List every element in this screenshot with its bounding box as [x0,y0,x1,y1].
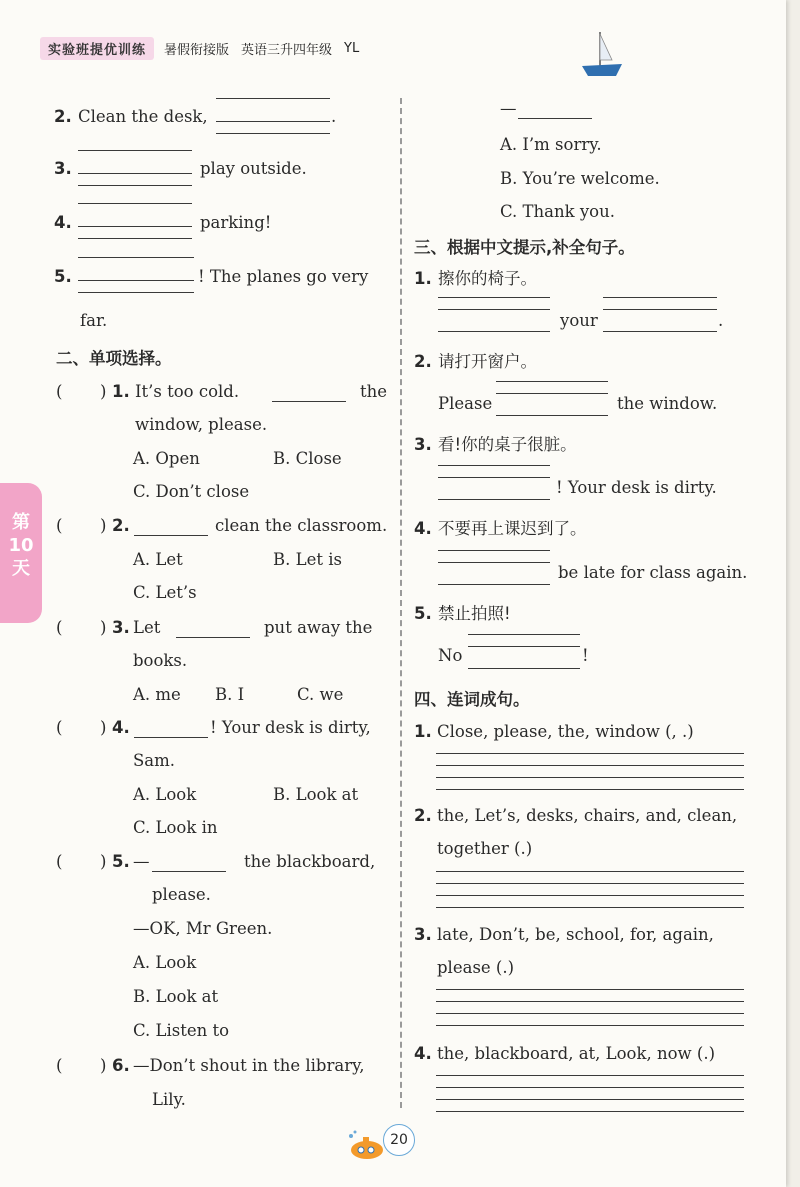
s3-4-blank-line [438,562,550,563]
mc6-line2: Lily. [152,1090,186,1109]
q4-blank-line [78,203,192,204]
s4-4-words: the, blackboard, at, Look, now (.) [437,1044,716,1063]
mc3-text-b: put away the [264,618,373,637]
s3-2-blank-line [496,393,608,394]
mc6-reply-blank-line[interactable] [518,118,592,119]
s3-1-number: 1. [414,269,432,288]
mc6-option-c[interactable]: C. Thank you. [500,202,615,221]
s4-2-words: the, Let’s, desks, chairs, and, clean, [437,806,738,825]
q5-blank-line [78,257,194,258]
s4-2-answer-line[interactable] [436,895,744,896]
s4-4-answer-line [436,1075,744,1076]
s4-1-answer-line[interactable] [436,777,744,778]
s3-4-blank-line[interactable] [438,584,550,585]
s3-5-blank-line [468,634,580,635]
s4-3-answer-line [436,1025,744,1026]
s4-4-answer-line [436,1087,744,1088]
q4-number: 4. [54,213,72,232]
mc3-option-c[interactable]: C. we [297,685,344,704]
s3-2-blank-line[interactable] [496,415,608,416]
section-4-title: 四、连词成句。 [414,690,530,709]
s4-4-number: 4. [414,1044,432,1063]
mc6-option-a[interactable]: A. I’m sorry. [500,135,602,154]
q5-number: 5. [54,267,72,286]
s3-2-english-a: Please [438,394,493,413]
mc1-line2: window, please. [135,415,268,434]
mc4-blank-line[interactable] [134,737,208,738]
s3-4-blank-line [438,550,550,551]
mc1-paren-open: ( [56,382,63,401]
s4-2-answer-line [436,871,744,872]
mc5-option-a[interactable]: A. Look [133,953,197,972]
q3-blank-line[interactable] [78,173,192,174]
s3-2-number: 2. [414,352,432,371]
page-number: 20 [383,1124,415,1156]
s4-2-answer-line [436,907,744,908]
mc5-paren-close: ) [100,852,107,871]
s3-3-blank-line [438,477,550,478]
mc2-text: clean the classroom. [215,516,388,535]
mc2-number: 2. [112,516,130,535]
s4-4-answer-line[interactable] [436,1099,744,1100]
s4-3-answer-line [436,1001,744,1002]
q3-blank-line [78,150,192,151]
s3-5-number: 5. [414,604,432,623]
q4-text: parking! [200,213,272,232]
s3-5-end: ! [582,646,589,665]
mc6-number: 6. [112,1056,130,1075]
code-label: YL [344,40,360,56]
mc1-paren-close: ) [100,382,107,401]
s4-3-words: late, Don’t, be, school, for, again, [437,925,714,944]
s3-2-blank-line [496,381,608,382]
mc2-option-c[interactable]: C. Let’s [133,583,197,602]
mc5-blank-line[interactable] [152,871,226,872]
mc5-text: the blackboard, [244,852,376,871]
mc2-paren-open: ( [56,516,63,535]
s3-3-english: ! Your desk is dirty. [556,478,717,497]
mc4-number: 4. [112,718,130,737]
s3-1-chinese: 擦你的椅子。 [438,269,537,288]
mc2-option-a[interactable]: A. Let [133,550,183,569]
mc4-paren-open: ( [56,718,63,737]
mc4-paren-close: ) [100,718,107,737]
s3-4-chinese: 不要再上课迟到了。 [438,519,587,538]
s3-1-blank-line [438,297,550,298]
mc1-option-b[interactable]: B. Close [273,449,342,468]
q2-blank-line[interactable] [216,121,330,122]
s3-3-chinese: 看!你的桌子很脏。 [438,435,577,454]
submarine-icon [345,1128,385,1162]
mc5-option-b[interactable]: B. Look at [133,987,219,1006]
s3-1-blank-line[interactable] [603,331,717,332]
mc5-line3: —OK, Mr Green. [133,919,273,938]
s4-3-answer-line[interactable] [436,1013,744,1014]
mc5-paren-open: ( [56,852,63,871]
s4-3-words-cont: please (.) [437,958,515,977]
s3-2-english-b: the window. [617,394,718,413]
mc5-number: 5. [112,852,130,871]
s3-1-blank-line [438,309,550,310]
s3-1-blank-line [603,297,717,298]
mc3-text-a: Let [133,618,161,637]
q2-blank-line [216,133,330,134]
q3-text: play outside. [200,159,307,178]
s4-1-number: 1. [414,722,432,741]
s3-1-english: your [560,311,598,330]
mc3-number: 3. [112,618,130,637]
mc1-text-b: the [360,382,388,401]
section-3-title: 三、根据中文提示,补全句子。 [414,238,635,257]
mc5-dash: — [133,852,150,871]
series-badge: 实验班提优训练 [40,37,154,60]
mc6-text: —Don’t shout in the library, [133,1056,365,1075]
q3-blank-line [78,185,192,186]
mc6-reply-dash: — [500,99,517,118]
s4-1-words: Close, please, the, window (, .) [437,722,694,741]
mc1-option-a[interactable]: A. Open [133,449,200,468]
s3-3-blank-line[interactable] [438,499,550,500]
q5-continuation: far. [80,311,108,330]
column-divider [400,98,402,1108]
q2-text: Clean the desk, [78,107,208,126]
mc5-line2: please. [152,885,211,904]
s3-2-chinese: 请打开窗户。 [438,352,537,371]
s3-1-period: . [718,311,724,330]
mc1-number: 1. [112,382,130,401]
mc3-paren-open: ( [56,618,63,637]
mc2-paren-close: ) [100,516,107,535]
s4-3-number: 3. [414,925,432,944]
sailboat-icon [578,30,626,80]
mc1-blank-line[interactable] [272,401,346,402]
mc1-text-a: It’s too cold. [135,382,240,401]
q2-blank-line [216,98,330,99]
mc2-blank-line[interactable] [134,535,208,536]
mc4-option-a[interactable]: A. Look [133,785,197,804]
s3-5-chinese: 禁止拍照! [438,604,511,623]
day-tab: 第10天 [0,483,42,623]
s3-5-blank-line [468,646,580,647]
s3-4-english: be late for class again. [558,563,748,582]
mc4-option-b[interactable]: B. Look at [273,785,359,804]
mc2-option-b[interactable]: B. Let is [273,550,342,569]
q4-blank-line[interactable] [78,226,192,227]
s4-4-answer-line [436,1111,744,1112]
mc1-option-c[interactable]: C. Don’t close [133,482,250,501]
page-header [40,34,371,62]
q2-number: 2. [54,107,72,126]
section-2-title: 二、单项选择。 [56,349,172,368]
s4-1-answer-line [436,753,744,754]
s4-2-number: 2. [414,806,432,825]
s3-3-blank-line [438,465,550,466]
q5-blank-line [78,292,194,293]
q4-blank-line [78,238,192,239]
mc3-paren-close: ) [100,618,107,637]
mc5-option-c[interactable]: C. Listen to [133,1021,230,1040]
course-label: 英语三升四年级 [241,42,333,58]
q5-text: ! The planes go very [198,267,369,286]
s4-1-answer-line [436,789,744,790]
mc4-text: ! Your desk is dirty, [210,718,371,737]
mc6-paren-open: ( [56,1056,63,1075]
s3-4-number: 4. [414,519,432,538]
mc3-option-a[interactable]: A. me [133,685,181,704]
edition-label: 暑假衔接版 [164,42,230,58]
s4-3-answer-line [436,989,744,990]
mc3-line2: books. [133,651,188,670]
q3-number: 3. [54,159,72,178]
s4-2-words-cont: together (.) [437,839,533,858]
s3-3-number: 3. [414,435,432,454]
s4-1-answer-line [436,765,744,766]
q2-period: . [331,107,337,126]
mc3-blank-line[interactable] [176,637,250,638]
mc3-option-b[interactable]: B. I [215,685,245,704]
s3-5-english: No [438,646,463,665]
mc4-option-c[interactable]: C. Look in [133,818,218,837]
s4-2-answer-line [436,883,744,884]
mc4-line2: Sam. [133,751,176,770]
s3-1-blank-line [603,309,717,310]
mc6-paren-close: ) [100,1056,107,1075]
s3-1-blank-line[interactable] [438,331,550,332]
q5-blank-line[interactable] [78,280,194,281]
s3-5-blank-line[interactable] [468,668,580,669]
mc6-option-b[interactable]: B. You’re welcome. [500,169,660,188]
